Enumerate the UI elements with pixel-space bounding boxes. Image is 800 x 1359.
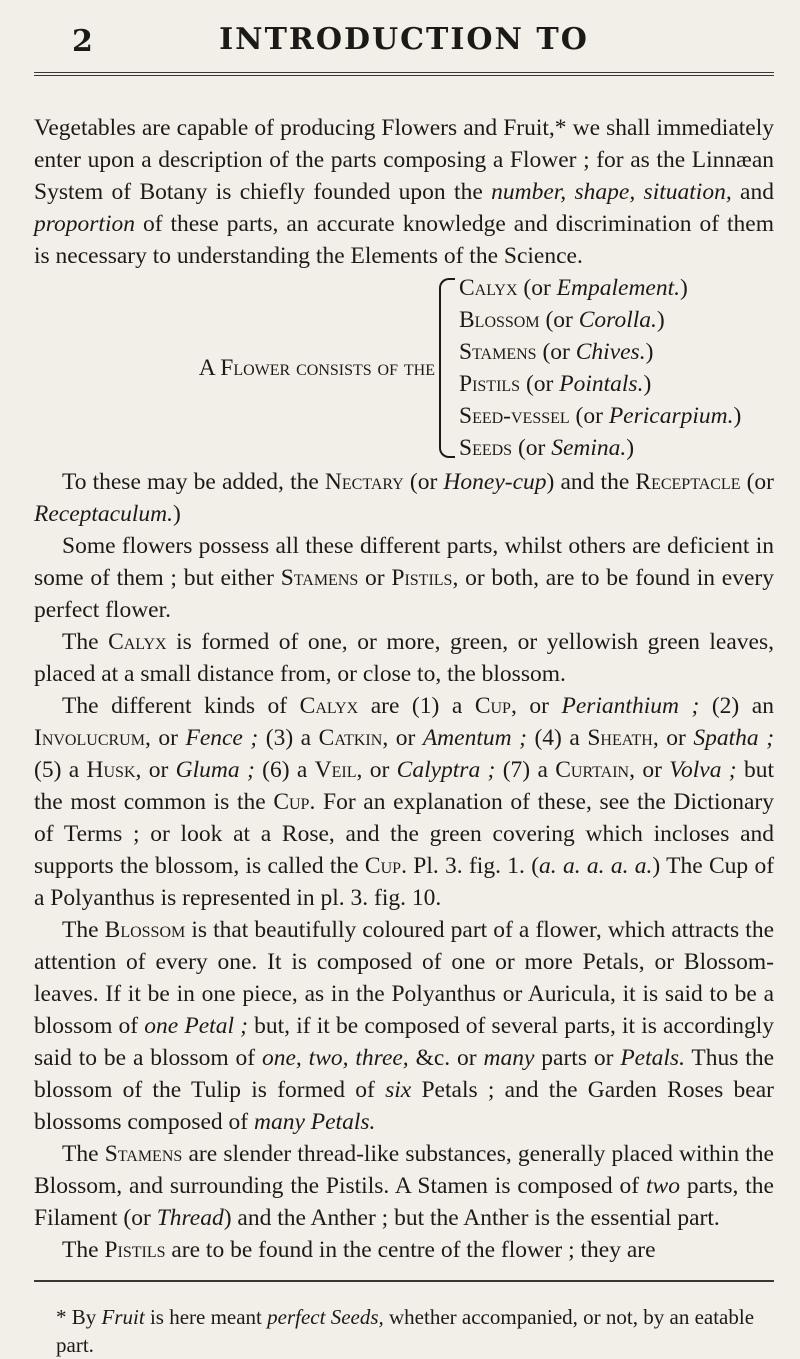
list-item: Pistils (or Pointals.) [459,371,652,397]
nectary-paragraph: To these may be added, the Nectary (or Honey-cup) and the Receptacle (or Receptaculum.) [34,469,775,527]
page-number: 2 [72,24,93,59]
flower-parts-list [34,272,774,464]
list-item: Seeds (or Semina.) [459,435,635,461]
list-item: Stamens (or Chives.) [459,339,654,365]
header-rule [34,72,774,76]
footnote: * By Fruit is here meant perfect Seeds, whether accompanied, or not, by an eatable part. [56,1305,755,1357]
list-item: Seed-vessel (or Pericarpium.) [459,403,742,429]
page-header [34,0,774,88]
calyx-paragraph: The Calyx is formed of one, or more, green, or yellowish green leaves, placed at a small distance from, or close to, the blossom. [34,629,774,687]
footnote-rule [34,1280,774,1282]
running-title: INTRODUCTION TO [219,22,589,57]
list-item: Calyx (or Empalement.) [459,275,688,301]
flower-parts-lead: A Flower consists of the [198,355,435,381]
brace [439,278,455,458]
pistils-paragraph: The Pistils are to be found in the centre of the flower ; they are [62,1237,656,1263]
flower-parts-items [459,272,741,464]
list-item: Blossom (or Corolla.) [459,307,665,333]
page-body [34,112,774,1266]
calyx-kinds-paragraph: The different kinds of Calyx are (1) a Cup, or Perianthium ; (2) an Involucrum, or Fence ; (3) a Catkin, or Amentum ; (4) a Sheath, or Spatha ; (5) a Husk, or Gluma ; (6) a Veil, or Calyptra ; (7) a Curtain, or Volva ; but the most common is the Cup. For an explanation of these, see the Dictionary of Terms ; or look at a Rose, and the green covering which incloses and supports the blossom, is called the Cup. Pl. 3. fig. 1. (a. a. a. a. a.) The Cup of a Polyanthus is represented in pl. 3. fig. 10. [34,693,775,911]
blossom-paragraph: The Blossom is that beautifully coloured part of a flower, which attracts the attention of every one. It is composed of one or more Petals, or Blossom-leaves. If it be in one piece, as in the Polyanthus or Auricula, it is said to be a blossom of one Petal ; but, if it be composed of several parts, it is accordingly said to be a blossom of one, two, three, &c. or many parts or Petals. Thus the blossom of the Tulip is formed of six Petals ; and the Garden Roses bear blossoms composed of many Petals. [34,917,775,1135]
intro-paragraph: Vegetables are capable of producing Flowers and Fruit,* we shall immediately enter upon a description of the parts composing a Flower ; for as the Linnæan System of Botany is chiefly founded upon the number, shape, situation, and proportion of these parts, an accurate knowledge and discrimination of them is necessary to understanding the Elements of the Science. [34,115,774,269]
stamens-paragraph: The Stamens are slender thread-like substances, generally placed within the Blossom, and surrounding the Pistils. A Stamen is composed of two parts, the Filament (or Thread) and the Anther ; but the Anther is the essential part. [34,1141,774,1231]
deficient-paragraph: Some flowers possess all these different parts, whilst others are deficient in some of them ; but either Stamens or Pistils, or both, are to be found in every perfect flower. [34,533,774,623]
